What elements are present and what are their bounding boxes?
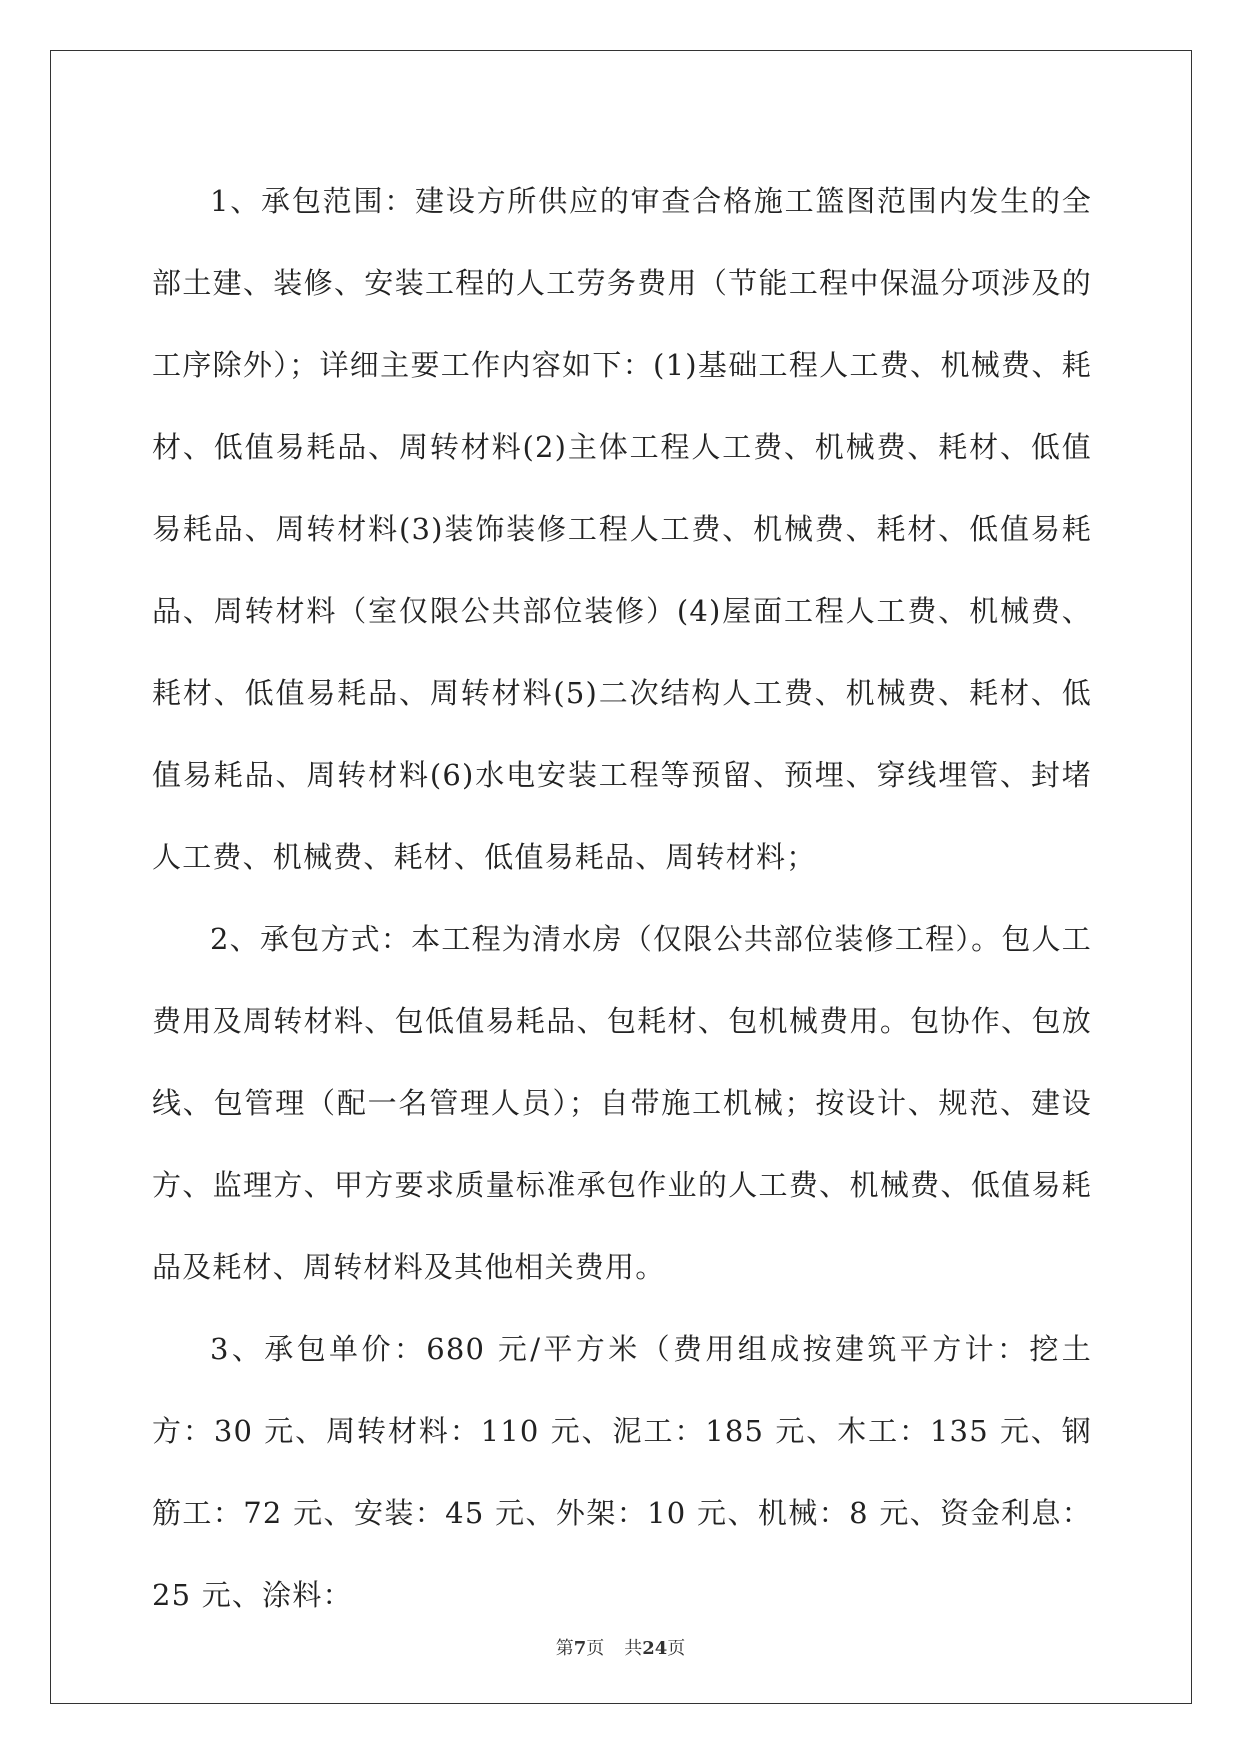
page-number: 7 [573, 1638, 587, 1659]
page-prefix: 第 [555, 1638, 574, 1659]
total-suffix: 页 [667, 1638, 686, 1659]
page-footer [0, 1634, 1241, 1660]
page-total: 24 [642, 1638, 668, 1659]
paragraph-unit-price: 3、承包单价：680 元/平方米（费用组成按建筑平方计：挖土方：30 元、周转材料：110 元、泥工：185 元、木工：135 元、钢筋工：72 元、安装：45 元、外架：10 元、机械：8 元、资金利息：25 元、涂料： [152, 1332, 1092, 1612]
document-body [152, 160, 1092, 1636]
total-prefix: 共 [624, 1638, 643, 1659]
paragraph-method: 2、承包方式：本工程为清水房（仅限公共部位装修工程）。包人工费用及周转材料、包低值易耗品、包耗材、包机械费用。包协作、包放线、包管理（配一名管理人员）；自带施工机械；按设计、规范、建设方、监理方、甲方要求质量标准承包作业的人工费、机械费、低值易耗品及耗材、周转材料及其他相关费用。 [152, 922, 1092, 1284]
paragraph-scope: 1、承包范围：建设方所供应的审查合格施工篮图范围内发生的全部土建、装修、安装工程的人工劳务费用（节能工程中保温分项涉及的工序除外）；详细主要工作内容如下：(1)基础工程人工费、机械费、耗材、低值易耗品、周转材料(2)主体工程人工费、机械费、耗材、低值易耗品、周转材料(3)装饰装修工程人工费、机械费、耗材、低值易耗品、周转材料（室仅限公共部位装修）(4)屋面工程人工费、机械费、耗材、低值易耗品、周转材料(5)二次结构人工费、机械费、耗材、低值易耗品、周转材料(6)水电安装工程等预留、预埋、穿线埋管、封堵人工费、机械费、耗材、低值易耗品、周转材料； [152, 184, 1092, 874]
page-suffix: 页 [586, 1638, 605, 1659]
